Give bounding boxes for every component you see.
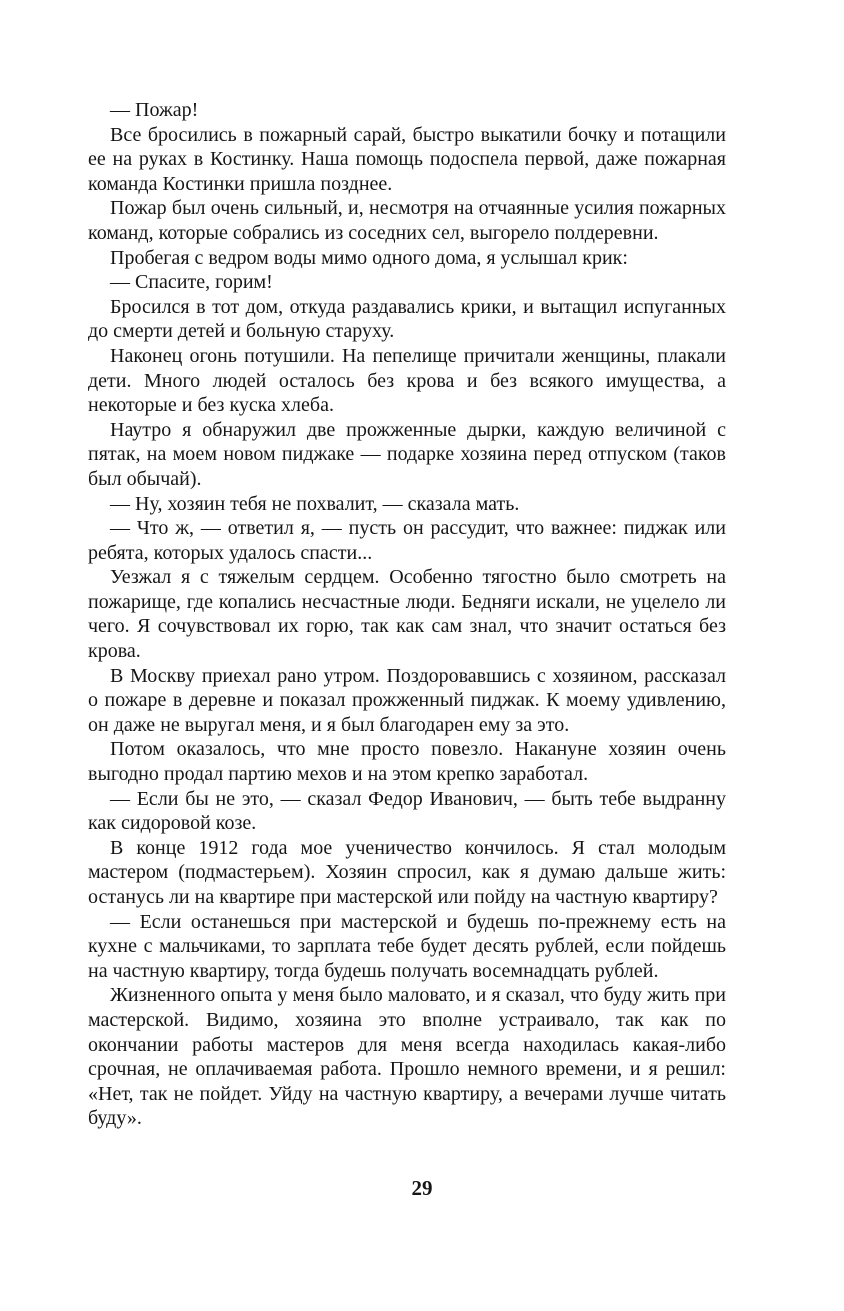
paragraph-10: — Что ж, — ответил я, — пусть он рассудит, что важнее: пиджак или ребята, которых удалось спасти...: [88, 517, 726, 564]
paragraph-9: — Ну, хозяин тебя не похвалит, — сказала мать.: [110, 492, 520, 515]
paragraph-3: Пожар был очень сильный, и, несмотря на отчаянные усилия пожарных команд, которые собрались из соседних сел, выгорело полдеревни.: [88, 197, 726, 244]
paragraph-4: Пробегая с ведром воды мимо одного дома, я услышал крик:: [110, 246, 628, 269]
page-body: [88, 98, 726, 1131]
paragraph-11: Уезжал я с тяжелым сердцем. Особенно тягостно было смотреть на пожарище, где копались несчастные люди. Бедняги искали, не уцелело ли чего. Я сочувствовал их горю, так как сам знал, что значит остаться без крова.: [88, 566, 726, 663]
paragraph-17: Жизненного опыта у меня было маловато, и я сказал, что буду жить при мастерской. Видимо, хозяина это вполне устраивало, так как по окончании работы мастеров для меня всегда находилась какая-либо срочная, не оплачиваемая работа. Прошло немного времени, и я решил: «Нет, так не пойдет. Уйду на частную квартиру, а вечерами лучше читать буду».: [88, 984, 726, 1130]
page-number: 29: [411, 1176, 433, 1200]
paragraph-15: В конце 1912 года мое ученичество кончилось. Я стал молодым мастером (подмастерьем). Хозяин спросил, как я думаю дальше жить: останусь ли на квартире при мастерской или пойду на частную квартиру?: [88, 836, 726, 908]
paragraph-1: — Пожар!: [110, 99, 199, 121]
paragraph-7: Наконец огонь потушили. На пепелище причитали женщины, плакали дети. Много людей осталось без крова и без всякого имущества, а некоторые и без куска хлеба.: [88, 344, 726, 417]
paragraph-5: — Спасите, горим!: [110, 271, 273, 294]
paragraph-6: Бросился в тот дом, откуда раздавались крики, и вытащил испуганных до смерти детей и больную старуху.: [88, 295, 726, 343]
paragraph-16: — Если останешься при мастерской и будешь по-прежнему есть на кухне с мальчиками, то зарплата тебе будет десять рублей, если пойдешь на частную квартиру, тогда будешь получать восемнадцать рублей.: [88, 910, 726, 982]
paragraph-14: — Если бы не это, — сказал Федор Иванович, — быть тебе выдранну как сидоровой козе.: [88, 787, 726, 835]
paragraph-8: Наутро я обнаружил две прожженные дырки, каждую величиной с пятак, на моем новом пиджаке — подарке хозяина перед отпуском (таков был обычай).: [88, 418, 726, 490]
paragraph-2: Все бросились в пожарный сарай, быстро выкатили бочку и потащили ее на руках в Костинку. Наша помощь подоспела первой, даже пожарная команда Костинки пришла позднее.: [88, 123, 726, 195]
paragraph-12: В Москву приехал рано утром. Поздоровавшись с хозяином, рассказал о пожаре в деревне и показал прожженный пиджак. К моему удивлению, он даже не выругал меня, и я был благодарен ему за это.: [88, 664, 726, 736]
paragraph-13: Потом оказалось, что мне просто повезло. Накануне хозяин очень выгодно продал партию мехов и на этом крепко заработал.: [88, 738, 726, 786]
